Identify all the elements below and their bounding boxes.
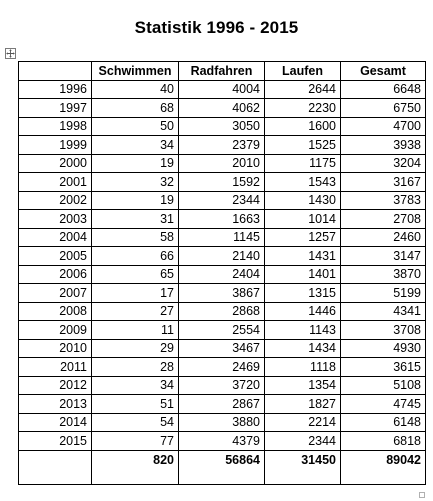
total-cell: 4341 <box>341 302 426 321</box>
year-cell: 2001 <box>19 173 92 192</box>
table-row <box>19 117 426 136</box>
year-cell: 2000 <box>19 154 92 173</box>
running-cell: 1446 <box>265 302 341 321</box>
cycling-cell: 4004 <box>179 80 265 99</box>
cycling-cell: 2404 <box>179 265 265 284</box>
totals-label-cell <box>19 450 92 484</box>
running-cell: 1014 <box>265 210 341 229</box>
running-cell: 1354 <box>265 376 341 395</box>
year-cell: 2007 <box>19 284 92 303</box>
swimming-cell: 32 <box>92 173 179 192</box>
cycling-total-cell: 56864 <box>179 450 265 484</box>
swimming-cell: 34 <box>92 136 179 155</box>
running-cell: 1543 <box>265 173 341 192</box>
swimming-cell: 65 <box>92 265 179 284</box>
swimming-cell: 29 <box>92 339 179 358</box>
swimming-cell: 66 <box>92 247 179 266</box>
total-cell: 4930 <box>341 339 426 358</box>
total-header: Gesamt <box>341 62 426 81</box>
cycling-cell: 3880 <box>179 413 265 432</box>
swimming-cell: 58 <box>92 228 179 247</box>
table-header-row <box>19 62 426 81</box>
totals-row <box>19 450 426 484</box>
year-cell: 2015 <box>19 432 92 451</box>
total-cell: 6750 <box>341 99 426 118</box>
total-cell: 5108 <box>341 376 426 395</box>
swimming-cell: 34 <box>92 376 179 395</box>
swimming-cell: 27 <box>92 302 179 321</box>
year-header <box>19 62 92 81</box>
table-row <box>19 395 426 414</box>
total-cell: 6648 <box>341 80 426 99</box>
running-cell: 2230 <box>265 99 341 118</box>
total-cell: 3204 <box>341 154 426 173</box>
total-cell: 6818 <box>341 432 426 451</box>
year-cell: 2003 <box>19 210 92 229</box>
year-cell: 2008 <box>19 302 92 321</box>
table-row <box>19 284 426 303</box>
grand-total-cell: 89042 <box>341 450 426 484</box>
total-cell: 3708 <box>341 321 426 340</box>
year-cell: 2006 <box>19 265 92 284</box>
total-cell: 3870 <box>341 265 426 284</box>
cycling-cell: 3720 <box>179 376 265 395</box>
running-total-cell: 31450 <box>265 450 341 484</box>
running-cell: 2214 <box>265 413 341 432</box>
year-cell: 2014 <box>19 413 92 432</box>
swimming-cell: 19 <box>92 191 179 210</box>
running-cell: 1118 <box>265 358 341 377</box>
swimming-header: Schwimmen <box>92 62 179 81</box>
running-cell: 1143 <box>265 321 341 340</box>
total-cell: 3147 <box>341 247 426 266</box>
cycling-header: Radfahren <box>179 62 265 81</box>
table-row <box>19 413 426 432</box>
table-row <box>19 247 426 266</box>
total-cell: 3167 <box>341 173 426 192</box>
swimming-cell: 17 <box>92 284 179 303</box>
table-row <box>19 136 426 155</box>
cycling-cell: 4379 <box>179 432 265 451</box>
cycling-cell: 2554 <box>179 321 265 340</box>
table-row <box>19 321 426 340</box>
cycling-cell: 2868 <box>179 302 265 321</box>
swimming-cell: 11 <box>92 321 179 340</box>
running-cell: 1257 <box>265 228 341 247</box>
cycling-cell: 3050 <box>179 117 265 136</box>
table-row <box>19 210 426 229</box>
swimming-cell: 77 <box>92 432 179 451</box>
table-row <box>19 173 426 192</box>
total-cell: 2708 <box>341 210 426 229</box>
running-header: Laufen <box>265 62 341 81</box>
swimming-cell: 68 <box>92 99 179 118</box>
year-cell: 2013 <box>19 395 92 414</box>
four-way-arrow-icon <box>6 49 15 58</box>
cycling-cell: 4062 <box>179 99 265 118</box>
cycling-cell: 3867 <box>179 284 265 303</box>
running-cell: 1525 <box>265 136 341 155</box>
total-cell: 4745 <box>341 395 426 414</box>
running-cell: 1430 <box>265 191 341 210</box>
running-cell: 1434 <box>265 339 341 358</box>
year-cell: 2009 <box>19 321 92 340</box>
running-cell: 2344 <box>265 432 341 451</box>
total-cell: 4700 <box>341 117 426 136</box>
statistics-table <box>18 61 426 485</box>
end-of-cell-mark-icon <box>419 492 425 498</box>
table-row <box>19 302 426 321</box>
cycling-cell: 1145 <box>179 228 265 247</box>
cycling-cell: 1592 <box>179 173 265 192</box>
year-cell: 2002 <box>19 191 92 210</box>
total-cell: 5199 <box>341 284 426 303</box>
swimming-cell: 28 <box>92 358 179 377</box>
year-cell: 2005 <box>19 247 92 266</box>
total-cell: 3783 <box>341 191 426 210</box>
table-row <box>19 228 426 247</box>
swimming-cell: 19 <box>92 154 179 173</box>
total-cell: 3938 <box>341 136 426 155</box>
total-cell: 2460 <box>341 228 426 247</box>
running-cell: 1401 <box>265 265 341 284</box>
swimming-cell: 51 <box>92 395 179 414</box>
total-cell: 3615 <box>341 358 426 377</box>
year-cell: 2004 <box>19 228 92 247</box>
cycling-cell: 2140 <box>179 247 265 266</box>
cycling-cell: 2010 <box>179 154 265 173</box>
running-cell: 1315 <box>265 284 341 303</box>
year-cell: 1998 <box>19 117 92 136</box>
document-title: Statistik 1996 - 2015 <box>134 18 299 37</box>
swimming-cell: 31 <box>92 210 179 229</box>
year-cell: 2012 <box>19 376 92 395</box>
cycling-cell: 3467 <box>179 339 265 358</box>
running-cell: 1600 <box>265 117 341 136</box>
swimming-cell: 50 <box>92 117 179 136</box>
table-row <box>19 339 426 358</box>
year-cell: 1999 <box>19 136 92 155</box>
cycling-cell: 2379 <box>179 136 265 155</box>
cycling-cell: 1663 <box>179 210 265 229</box>
table-move-handle-icon[interactable] <box>5 48 16 59</box>
cycling-cell: 2867 <box>179 395 265 414</box>
table-row <box>19 80 426 99</box>
table-row <box>19 191 426 210</box>
swimming-cell: 54 <box>92 413 179 432</box>
cycling-cell: 2469 <box>179 358 265 377</box>
running-cell: 1827 <box>265 395 341 414</box>
swimming-cell: 40 <box>92 80 179 99</box>
running-cell: 1175 <box>265 154 341 173</box>
table-row <box>19 432 426 451</box>
cycling-cell: 2344 <box>179 191 265 210</box>
total-cell: 6148 <box>341 413 426 432</box>
year-cell: 1996 <box>19 80 92 99</box>
year-cell: 2011 <box>19 358 92 377</box>
running-cell: 2644 <box>265 80 341 99</box>
table-row <box>19 265 426 284</box>
table-row <box>19 154 426 173</box>
table-row <box>19 376 426 395</box>
year-cell: 2010 <box>19 339 92 358</box>
table-row <box>19 99 426 118</box>
year-cell: 1997 <box>19 99 92 118</box>
table-row <box>19 358 426 377</box>
running-cell: 1431 <box>265 247 341 266</box>
swimming-total-cell: 820 <box>92 450 179 484</box>
